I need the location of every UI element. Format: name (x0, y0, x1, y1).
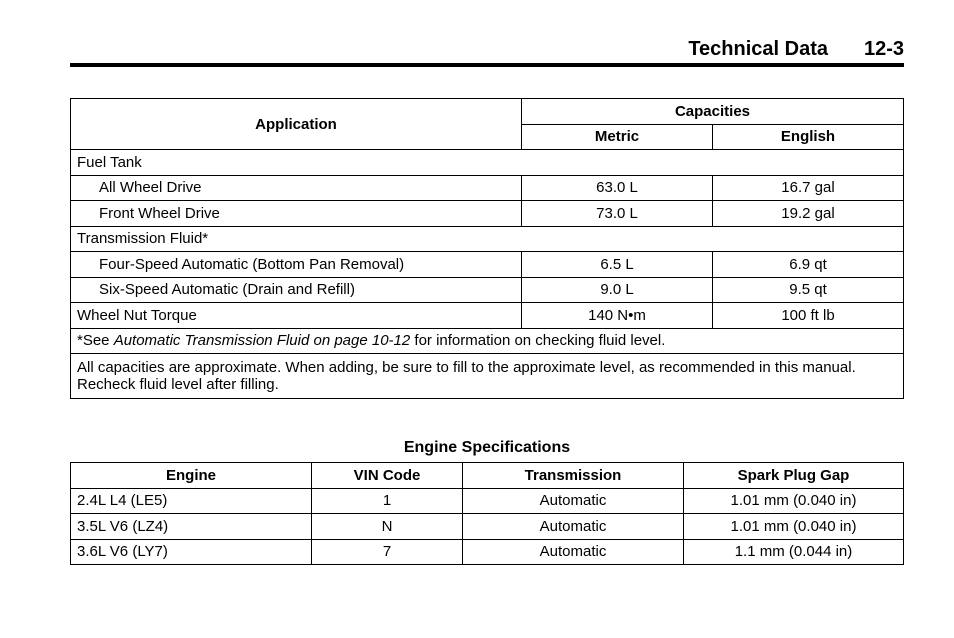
section-fuel-tank: Fuel Tank (71, 150, 904, 176)
metric-value: 6.5 L (522, 252, 713, 278)
table-row (71, 514, 904, 540)
metric-value: 140 N•m (522, 303, 713, 329)
english-value: 19.2 gal (713, 201, 904, 227)
footnote-suffix: for information on checking fluid level. (410, 332, 666, 349)
capacities-table (70, 98, 904, 399)
table-header-row (71, 463, 904, 489)
col-transmission: Transmission (463, 463, 684, 489)
table-row (71, 175, 904, 201)
vin-code-cell: 1 (312, 488, 463, 514)
english-value: 16.7 gal (713, 175, 904, 201)
engine-specs-title: Engine Specifications (403, 439, 571, 456)
row-label: Wheel Nut Torque (71, 303, 522, 329)
vin-code-cell: N (312, 514, 463, 540)
col-application: Application (71, 99, 522, 150)
english-value: 6.9 qt (713, 252, 904, 278)
transmission-cell: Automatic (463, 488, 684, 514)
engine-cell: 3.6L V6 (LY7) (71, 539, 312, 565)
engine-cell: 3.5L V6 (LZ4) (71, 514, 312, 540)
col-english: English (713, 124, 904, 150)
col-engine: Engine (71, 463, 312, 489)
table-row (71, 150, 904, 176)
spark-plug-gap-cell: 1.01 mm (0.040 in) (684, 488, 904, 514)
metric-value: 9.0 L (522, 277, 713, 303)
engine-specs-table (70, 462, 904, 565)
approximate-note: All capacities are approximate. When adding, be sure to fill to the approximate level, as recommended in this manual. Recheck fluid level after filling. (71, 353, 904, 398)
table-row (71, 488, 904, 514)
english-value: 9.5 qt (713, 277, 904, 303)
row-label: Six-Speed Automatic (Drain and Refill) (71, 277, 522, 303)
table-row (71, 328, 904, 353)
english-value: 100 ft lb (713, 303, 904, 329)
footnote-reference-link[interactable]: Automatic Transmission Fluid on page 10-12 (113, 332, 411, 349)
row-label: All Wheel Drive (71, 175, 522, 201)
table-header-row (71, 99, 904, 125)
table-row (71, 201, 904, 227)
col-vin-code: VIN Code (312, 463, 463, 489)
col-spark-plug-gap: Spark Plug Gap (684, 463, 904, 489)
table-row (71, 353, 904, 398)
table-row (71, 277, 904, 303)
table-row (71, 252, 904, 278)
metric-value: 63.0 L (522, 175, 713, 201)
vin-code-cell: 7 (312, 539, 463, 565)
footnote-prefix: *See (77, 332, 114, 349)
page-number: 12-3 (863, 38, 904, 60)
transmission-cell: Automatic (463, 514, 684, 540)
col-capacities: Capacities (522, 99, 904, 125)
spark-plug-gap-cell: 1.1 mm (0.044 in) (684, 539, 904, 565)
section-transmission-fluid: Transmission Fluid* (71, 226, 904, 252)
transmission-cell: Automatic (463, 539, 684, 565)
metric-value: 73.0 L (522, 201, 713, 227)
page-title: Technical Data (688, 38, 828, 60)
page-header (70, 38, 904, 64)
header-rule (70, 63, 904, 67)
table-row (71, 226, 904, 252)
col-metric: Metric (522, 124, 713, 150)
row-label: Four-Speed Automatic (Bottom Pan Removal) (71, 252, 522, 278)
table-row (71, 539, 904, 565)
engine-cell: 2.4L L4 (LE5) (71, 488, 312, 514)
table-row (71, 303, 904, 329)
footnote (71, 328, 904, 353)
spark-plug-gap-cell: 1.01 mm (0.040 in) (684, 514, 904, 540)
row-label: Front Wheel Drive (71, 201, 522, 227)
